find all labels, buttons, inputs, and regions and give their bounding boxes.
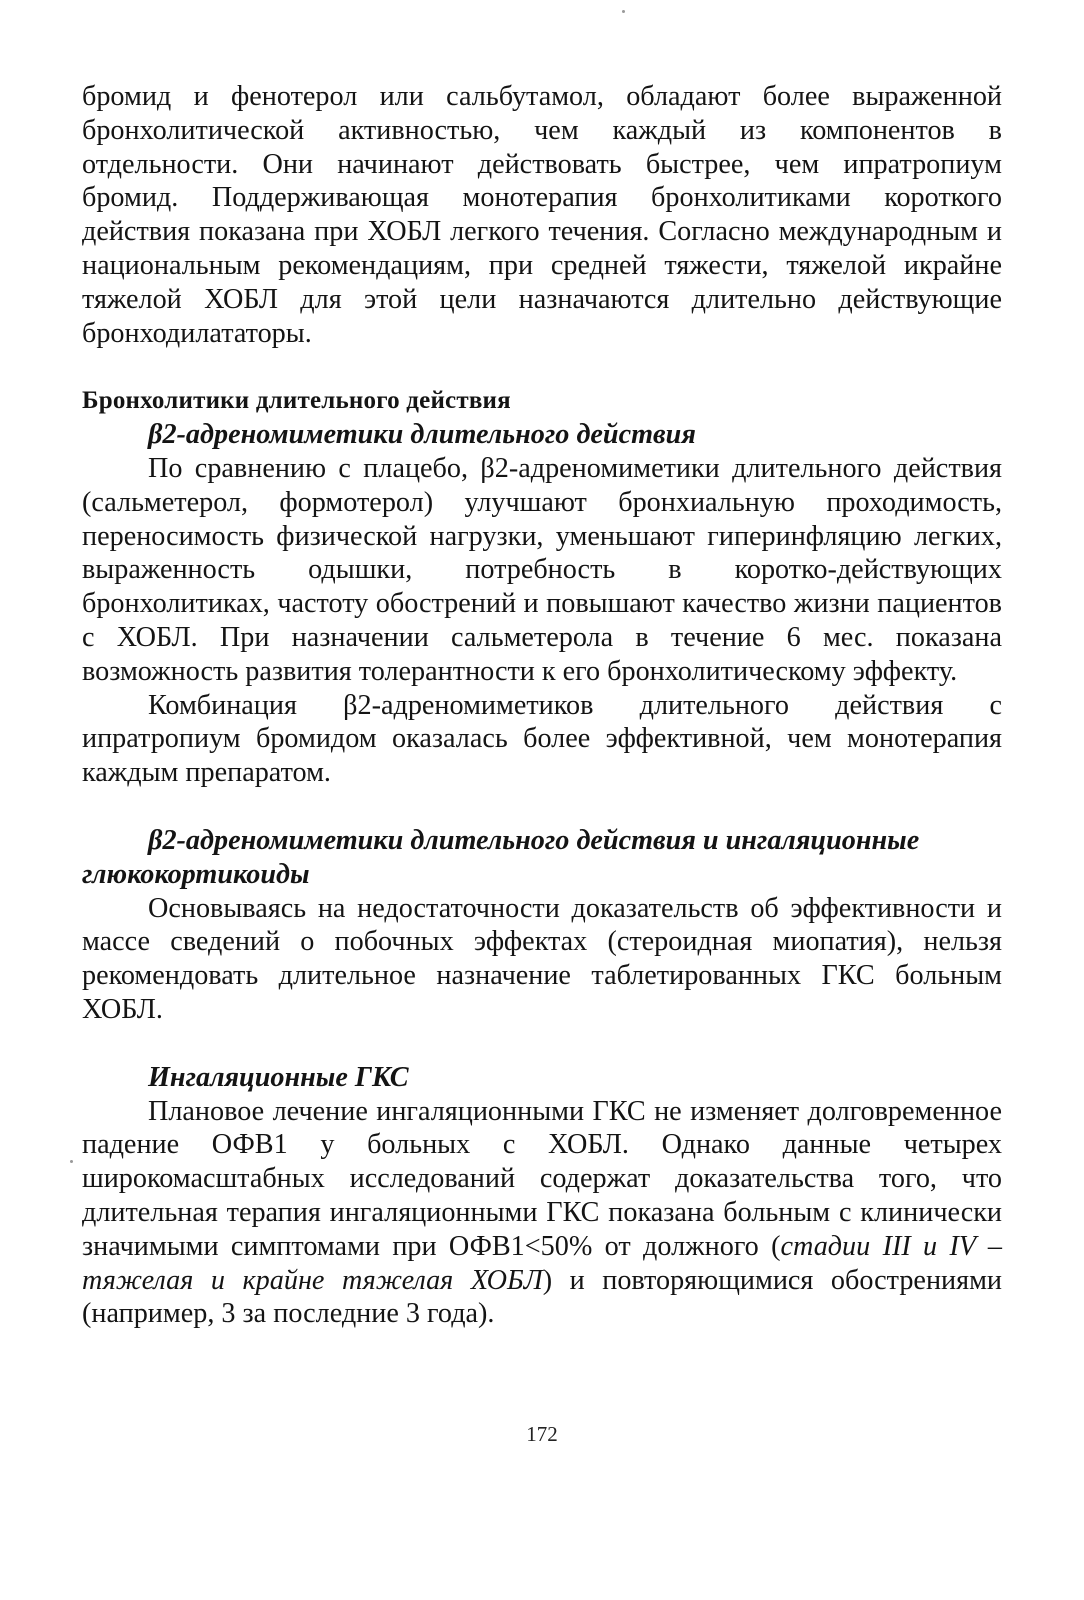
scan-speck: [70, 1160, 73, 1163]
inhaled-gcs-text-italic: стадии III и IV – тяжелая и крайне тяжелая ХОБЛ: [82, 1230, 1002, 1296]
scan-speck: [622, 10, 625, 13]
section-heading: Бронхолитики длительного действия: [82, 387, 511, 415]
page-body: [82, 80, 1002, 1331]
intro-paragraph: бромид и фенотерол или сальбутамол, обладают более выраженной бронхолитической активностью, чем каждый из компонентов в отдельности. Они начинают действовать быстрее, чем ипратропиум бромид. Поддерживающая монотерапия бронхолитиками короткого действия показана при ХОБЛ легкого течения. Согласно международным и национальным рекомендациям, при средней тяжести, тяжелой икрайне тяжелой ХОБЛ для этой цели назначаются длительно действующие бронходилататоры.: [82, 81, 1002, 349]
laba-ics-paragraph: Основываясь на недостаточности доказательств об эффективности и массе сведений о побочных эффектах (стероидная миопатия), нельзя рекомендовать длительное назначение таблетированных ГКС больным ХОБЛ.: [82, 892, 1002, 1025]
inhaled-gcs-paragraph: [82, 1095, 1002, 1332]
laba-paragraph-2: Комбинация β2-адреномиметиков длительного действия с ипратропиум бромидом оказалась более эффективной, чем монотерапия каждым препаратом.: [82, 689, 1002, 789]
subheading-laba: β2-адреномиметики длительного действия: [148, 419, 696, 451]
inhaled-gcs-text-end: ) и повторяющимися обострениями (например, 3 за последние 3 года).: [82, 1264, 1002, 1330]
subheading-inhaled-gcs: Ингаляционные ГКС: [148, 1061, 409, 1093]
page-number: 172: [526, 1422, 558, 1446]
subheading-laba-ics: β2-адреномиметики длительного действия и ингаляционные глюкокортикоиды: [82, 824, 920, 890]
laba-paragraph-1: По сравнению с плацебо, β2-адреномиметики длительного действия (сальметерол, формотерол) улучшают бронхиальную проходимость, переносимость физической нагрузки, уменьшают гиперинфляцию легких, выраженность одышки, потребность в коротко-действующих бронхолитиках, частоту обострений и повышают качество жизни пациентов с ХОБЛ. При назначении сальметерола в течение 6 мес. показана возможность развития толерантности к его бронхолитическому эффекту.: [82, 452, 1002, 687]
inhaled-gcs-text-start: Плановое лечение ингаляционными ГКС не изменяет долговременное падение ОФВ1 у больных с ХОБЛ. Однако данные четырех широкомасштабных исследований содержат доказательства того, что длительная терапия ингаляционными ГКС показана больным с клинически значимыми симптомами при ОФВ1<50% от должного (: [82, 1095, 1002, 1262]
